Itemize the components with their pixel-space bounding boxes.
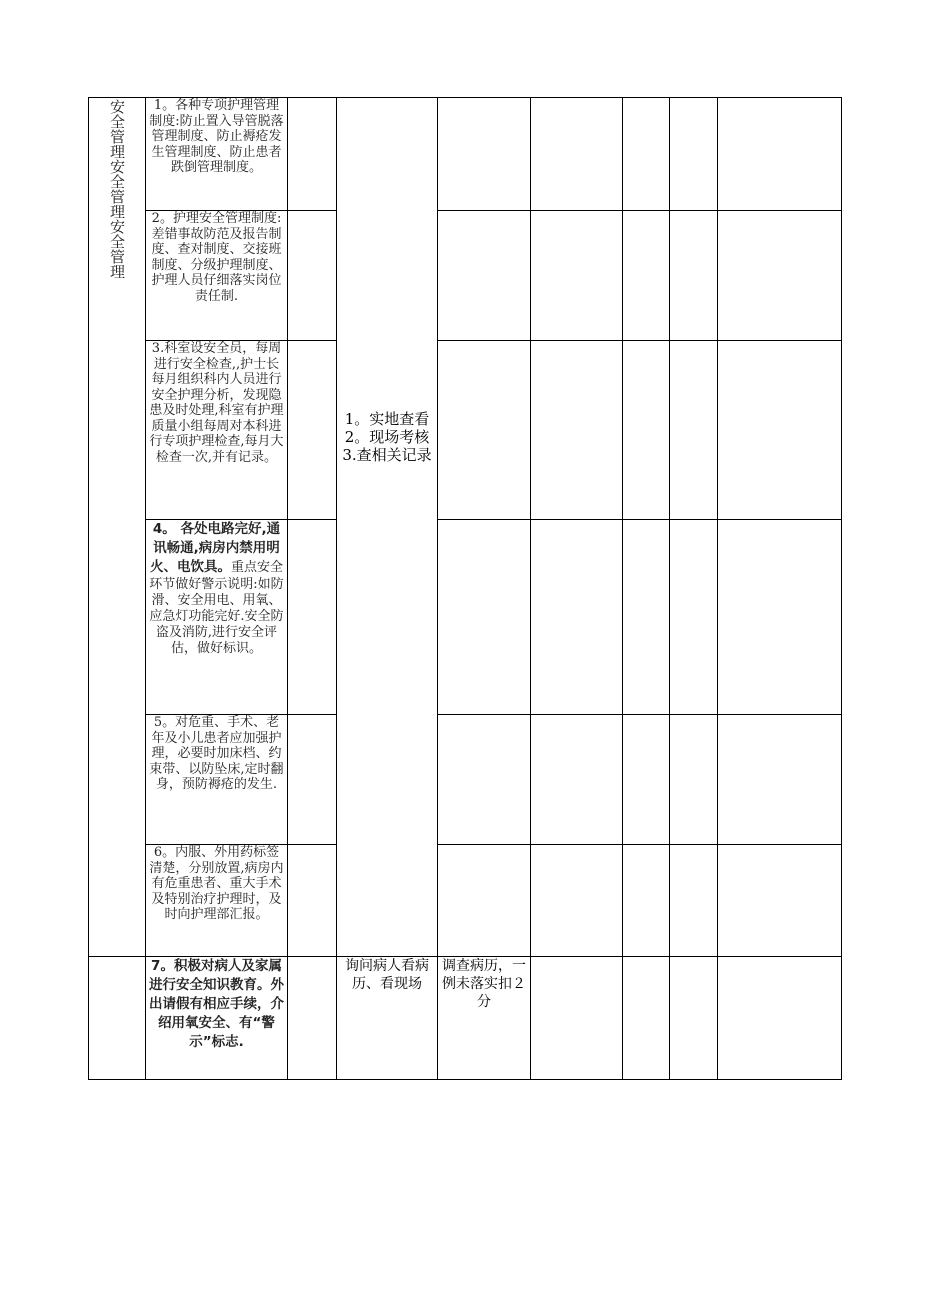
table-row: [89, 98, 842, 211]
blank-cell: [670, 715, 718, 845]
blank-cell: [718, 211, 842, 341]
blank-cell: [718, 845, 842, 957]
category-label: 安全管理安全管理安全管理: [108, 99, 126, 279]
blank-cell: [670, 211, 718, 341]
table-row: [89, 341, 842, 520]
blank-cell: [623, 957, 670, 1080]
method-line-3: 3.查相关记录: [342, 446, 432, 464]
blank-cell: [670, 957, 718, 1080]
item-text-1: 1。各种专项护理管理制度:防止置入导管脱落管理制度、防止褥疮发生管理制度、防止患者跌倒管理制度。: [149, 98, 284, 175]
item-text-3: 3.科室设安全员，每周进行安全检查,,护士长每月组织科内人员进行安全护理分析，发现隐患及时处理,科室有护理质量小组每周对本科进行专项护理检查,每月大检查一次,并有记录。: [149, 341, 284, 465]
score-cell: [288, 98, 337, 211]
blank-cell: [531, 341, 623, 520]
blank-cell: [670, 341, 718, 520]
blank-cell: [718, 715, 842, 845]
score-cell: [288, 211, 337, 341]
deduct-last: 调查病历，一例未落实扣２分: [442, 958, 526, 1010]
blank-cell: [718, 98, 842, 211]
blank-cell: [623, 211, 670, 341]
item-4-bold: 4。 各处电路完好,通讯畅通,病房内禁用明火、电饮具。: [149, 521, 281, 575]
item-text-7: 7。积极对病人及家属进行安全知识教育。外出请假有相应手续，介绍用氧安全、有“警示”标志.: [149, 958, 284, 1050]
category-cell-empty: [89, 957, 146, 1080]
blank-cell: [623, 341, 670, 520]
category-cell: [89, 98, 146, 957]
blank-cell: [531, 520, 623, 715]
blank-cell: [670, 98, 718, 211]
deduct-cell: [438, 845, 531, 957]
blank-cell: [718, 520, 842, 715]
blank-cell: [670, 845, 718, 957]
table-row: [89, 957, 842, 1080]
item-4-rest: 重点安全环节做好警示说明:如防滑、安全用电、用氧、应急灯功能完好.安全防盗及消防,进行安全评估，做好标识。: [149, 560, 284, 656]
score-cell: [288, 520, 337, 715]
table-row: [89, 520, 842, 715]
deduct-cell-last: [438, 957, 531, 1080]
score-cell: [288, 845, 337, 957]
blank-cell: [531, 845, 623, 957]
method-cell: [337, 98, 438, 957]
table-row: [89, 845, 842, 957]
blank-cell: [531, 211, 623, 341]
item-cell: [146, 845, 288, 957]
item-text-4: [149, 520, 284, 657]
item-cell: [146, 957, 288, 1080]
table-row: [89, 211, 842, 341]
blank-cell: [531, 98, 623, 211]
method-line-1: 1。实地查看: [344, 410, 430, 428]
blank-cell: [623, 845, 670, 957]
table-row: [89, 715, 842, 845]
item-cell: [146, 520, 288, 715]
blank-cell: [718, 957, 842, 1080]
item-cell: [146, 341, 288, 520]
item-cell: [146, 98, 288, 211]
item-text-6: 6。内服、外用药标签清楚，分别放置,病房内有危重患者、重大手术及特别治疗护理时，及时向护理部汇报。: [149, 845, 284, 922]
item-cell: [146, 715, 288, 845]
item-cell: [146, 211, 288, 341]
method-last: 询问病人看病历、看现场: [345, 958, 429, 992]
blank-cell: [531, 957, 623, 1080]
deduct-cell: [438, 520, 531, 715]
blank-cell: [670, 520, 718, 715]
blank-cell: [623, 715, 670, 845]
deduct-cell: [438, 341, 531, 520]
method-cell-last: [337, 957, 438, 1080]
blank-cell: [623, 520, 670, 715]
score-cell: [288, 957, 337, 1080]
deduct-cell: [438, 211, 531, 341]
blank-cell: [623, 98, 670, 211]
blank-cell: [531, 715, 623, 845]
deduct-cell: [438, 98, 531, 211]
score-cell: [288, 715, 337, 845]
deduct-cell: [438, 715, 531, 845]
item-text-5: 5。对危重、手术、老年及小儿患者应加强护理，必要时加床档、约束带、以防坠床,定时翻身，预防褥疮的发生.: [149, 715, 284, 792]
score-cell: [288, 341, 337, 520]
inspection-table: [88, 97, 842, 1080]
blank-cell: [718, 341, 842, 520]
item-text-2: 2。护理安全管理制度:差错事故防范及报告制度、查对制度、交接班制度、分级护理制度、护理人员仔细落实岗位责任制.: [151, 211, 282, 304]
method-line-2: 2。现场考核: [344, 428, 430, 446]
